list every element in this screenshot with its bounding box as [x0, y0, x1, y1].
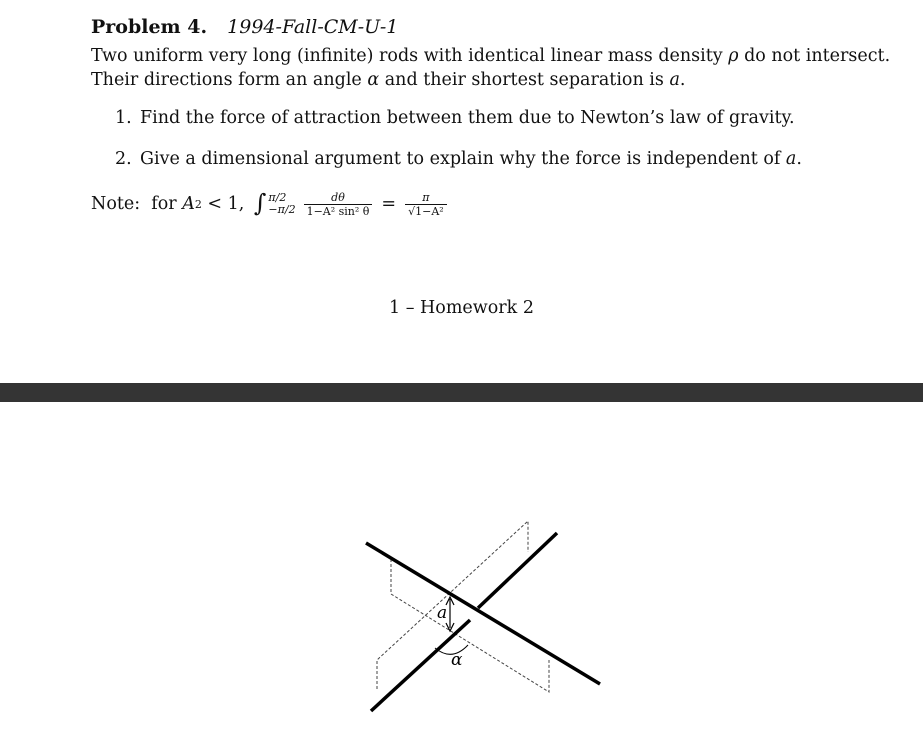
statement-text: .	[679, 70, 686, 90]
integrand-fraction	[304, 191, 373, 218]
task-item	[115, 149, 802, 169]
problem-source: 1994-Fall-CM-U-1	[227, 16, 399, 38]
result-numerator: π	[422, 190, 430, 204]
result-fraction	[405, 191, 447, 218]
integrand-numerator: dθ	[331, 190, 345, 204]
note-formula	[91, 186, 450, 222]
A-exponent: 2	[194, 197, 202, 211]
integrand-denominator: 1−A² sin² θ	[304, 204, 373, 218]
A-symbol: A	[182, 194, 195, 214]
note-condition: < 1,	[201, 194, 250, 214]
task-number: 1.	[115, 108, 132, 128]
a-symbol: a	[669, 70, 680, 90]
statement-text: and their shortest separation is	[379, 70, 670, 90]
page-divider	[0, 383, 923, 402]
note-prefix: Note: for	[91, 194, 183, 214]
integral-limits	[268, 192, 295, 216]
rod-rising-upper	[478, 533, 557, 608]
rods-diagram	[0, 402, 923, 745]
problem-statement	[91, 44, 891, 92]
statement-text: Two uniform very long (infinite) rods with identical linear mass density	[91, 46, 729, 66]
label-a: a	[437, 603, 448, 623]
task-text: .	[796, 149, 802, 169]
rho-symbol: ρ	[728, 46, 739, 66]
problem-label: Problem 4.	[91, 16, 208, 38]
statement-text: do not intersect.	[738, 46, 891, 66]
task-item	[115, 108, 795, 128]
rods-figure	[0, 402, 923, 745]
lower-limit: −π/2	[268, 203, 296, 216]
label-alpha: α	[451, 650, 463, 670]
equals-sign: =	[381, 194, 397, 214]
integral-sign: ∫	[253, 189, 267, 217]
problem-heading	[91, 16, 398, 38]
upper-limit: π/2	[268, 191, 287, 204]
page-footer: 1 – Homework 2	[389, 298, 534, 318]
alpha-symbol: α	[367, 70, 380, 90]
statement-text: Their directions form an angle	[91, 70, 368, 90]
rod-falling	[366, 543, 600, 684]
a-symbol: a	[785, 149, 797, 169]
task-text: Find the force of attraction between them due to Newton’s law of gravity.	[140, 108, 795, 128]
task-text: Give a dimensional argument to explain why the force is independent of	[140, 149, 786, 169]
result-denominator: √1−A²	[405, 204, 447, 218]
task-number: 2.	[115, 149, 132, 169]
